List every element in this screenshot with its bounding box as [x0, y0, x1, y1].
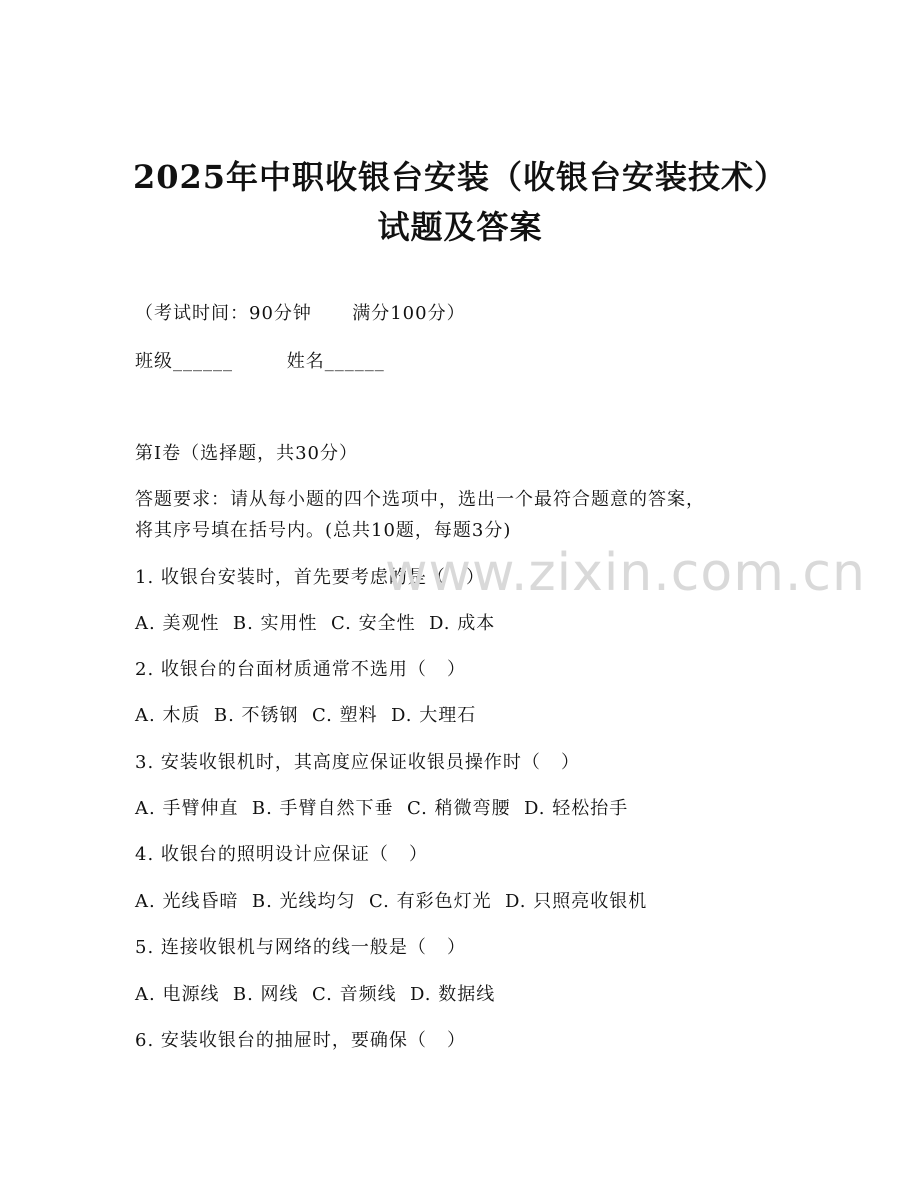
question-1: 1. 收银台安装时，首先要考虑的是（ ） [135, 567, 486, 588]
document-title-line2: 试题及答案 [377, 208, 543, 246]
question-3: 3. 安装收银机时，其高度应保证收银员操作时（ ） [135, 752, 581, 773]
watermark: www.zixin.com.cn [385, 543, 866, 603]
class-name-line: 班级______ 姓名______ [135, 351, 385, 372]
question-2-options: A. 木质 B. 不锈钢 C. 塑料 D. 大理石 [135, 705, 477, 726]
question-4-options: A. 光线昏暗 B. 光线均匀 C. 有彩色灯光 D. 只照亮收银机 [135, 891, 648, 912]
question-3-options: A. 手臂伸直 B. 手臂自然下垂 C. 稍微弯腰 D. 轻松抬手 [135, 798, 629, 819]
instructions-line1: 答题要求：请从每小题的四个选项中，选出一个最符合题意的答案， [135, 489, 705, 510]
section-heading: 第I卷（选择题，共30分） [135, 443, 359, 464]
instructions-line2: 将其序号填在括号内。(总共10题，每题3分) [135, 520, 512, 541]
question-5-options: A. 电源线 B. 网线 C. 音频线 D. 数据线 [135, 984, 496, 1005]
document-title-line1: 2025年中职收银台安装（收银台安装技术） [132, 158, 788, 196]
question-2: 2. 收银台的台面材质通常不选用（ ） [135, 659, 467, 680]
question-6: 6. 安装收银台的抽屉时，要确保（ ） [135, 1030, 467, 1051]
question-1-options: A. 美观性 B. 实用性 C. 安全性 D. 成本 [135, 613, 496, 634]
question-4: 4. 收银台的照明设计应保证（ ） [135, 844, 429, 865]
question-5: 5. 连接收银机与网络的线一般是（ ） [135, 937, 467, 958]
exam-info: （考试时间：90分钟 满分100分） [135, 303, 466, 324]
